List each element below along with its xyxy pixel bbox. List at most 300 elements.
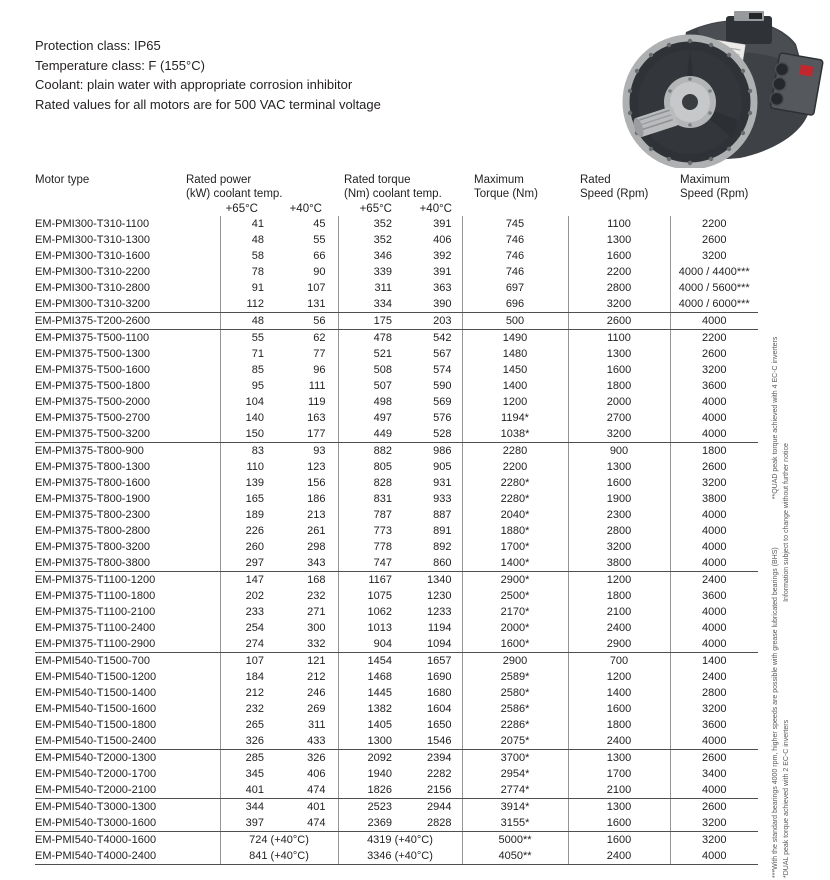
table-cell-rspeed: 1600 <box>568 248 670 264</box>
table-row <box>35 313 758 330</box>
table-cell-rspeed: 1200 <box>568 572 670 589</box>
table-cell-t65: 747 <box>338 555 400 572</box>
protection-class-line: Protection class: IP65 <box>35 38 161 53</box>
table-cell-t65: 787 <box>338 507 400 523</box>
table-cell-rspeed: 1600 <box>568 475 670 491</box>
table-cell-maxt: 2589* <box>462 669 568 685</box>
table-cell-maxt: 2280 <box>462 443 568 460</box>
table-cell-p40: 177 <box>272 426 338 443</box>
table-cell-maxt: 1200 <box>462 394 568 410</box>
table-cell-rspeed: 2800 <box>568 523 670 539</box>
table-cell-maxt: 1480 <box>462 346 568 362</box>
table-cell-p65: 401 <box>220 782 272 799</box>
table-cell-t40: 392 <box>433 250 452 262</box>
table-cell-t65: 2369 <box>338 815 400 832</box>
table-cell-rspeed: 1400 <box>568 685 670 701</box>
table-cell-motor: EM-PMI375-T1100-2100 <box>35 606 156 618</box>
table-row <box>35 507 758 523</box>
table-cell-t40: 1094 <box>400 636 462 653</box>
table-cell-maxt: 5000** <box>462 832 568 849</box>
table-cell-motor: EM-PMI300-T310-3200 <box>35 296 220 313</box>
table-cell-rspeed: 1700 <box>568 766 670 782</box>
table-cell-p65: 85 <box>220 362 272 378</box>
table-cell-mspeed: 3200 <box>670 815 758 832</box>
table-cell-p40: 96 <box>313 364 326 376</box>
table-cell-maxt: 2200 <box>462 459 568 475</box>
motor-spec-table <box>35 173 758 865</box>
table-cell-rspeed: 2700 <box>568 410 670 426</box>
table-row <box>35 426 758 443</box>
table-cell-mspeed: 3800 <box>670 491 758 507</box>
table-cell-t65: 831 <box>338 491 400 507</box>
table-cell-maxt: 1450 <box>462 362 568 378</box>
table-cell-rspeed: 3800 <box>568 555 670 572</box>
table-cell-t40: 1680 <box>427 687 452 699</box>
table-cell-mspeed: 2600 <box>670 799 758 816</box>
table-cell-mspeed: 2200 <box>670 330 758 347</box>
table-cell-mspeed: 4000 <box>670 507 758 523</box>
table-cell-t40: 1340 <box>427 574 452 586</box>
table-cell-p40: 77 <box>313 348 326 360</box>
table-cell-t40: 933 <box>433 493 452 505</box>
table-cell-maxt: 2000* <box>462 620 568 636</box>
table-cell-p40: 298 <box>307 541 326 553</box>
table-cell-rspeed: 900 <box>568 443 670 460</box>
table-cell-t65: 334 <box>338 296 400 313</box>
table-cell-p65: 78 <box>220 264 272 280</box>
table-row <box>35 296 758 313</box>
table-cell-p65: 189 <box>220 507 272 523</box>
table-cell-rspeed: 1300 <box>568 459 670 475</box>
table-cell-maxt: 1700* <box>462 539 568 555</box>
table-cell-mspeed: 4000 / 4400*** <box>670 264 758 280</box>
table-cell-p40: 300 <box>307 622 326 634</box>
footnotes-vertical <box>770 266 792 878</box>
table-cell-mspeed: 4000 <box>670 733 758 750</box>
table-cell-p40: 93 <box>313 445 326 457</box>
table-cell-rspeed: 1600 <box>568 701 670 717</box>
table-cell-motor: EM-PMI540-T2000-1300 <box>35 752 157 764</box>
table-cell-rspeed: 1300 <box>568 232 670 248</box>
table-cell-p40: 474 <box>272 782 338 799</box>
table-cell-motor: EM-PMI540-T4000-2400 <box>35 848 220 865</box>
table-cell-motor: EM-PMI375-T500-1300 <box>35 348 150 360</box>
table-cell-rspeed: 1800 <box>568 717 670 733</box>
table-cell-mspeed: 3200 <box>670 248 758 264</box>
table-cell-maxt: 1400* <box>462 555 568 572</box>
table-cell-motor: EM-PMI540-T1500-700 <box>35 655 150 667</box>
table-cell-mspeed: 4000 <box>670 620 758 636</box>
table-row <box>35 653 758 670</box>
table-cell-t40: 2944 <box>427 801 452 813</box>
table-cell-mspeed: 3200 <box>670 832 758 849</box>
table-cell-motor: EM-PMI300-T310-1100 <box>35 218 150 230</box>
table-cell-motor: EM-PMI540-T2000-2100 <box>35 782 220 799</box>
table-cell-p40: 212 <box>307 671 326 683</box>
table-cell-motor: EM-PMI300-T310-2800 <box>35 282 150 294</box>
motor-photo-illustration <box>598 10 826 168</box>
table-cell-rspeed: 1300 <box>568 750 670 767</box>
table-row <box>35 750 758 767</box>
table-cell-motor: EM-PMI540-T1500-2400 <box>35 733 220 750</box>
table-cell-rspeed: 2400 <box>568 733 670 750</box>
table-cell-maxt: 696 <box>462 296 568 313</box>
table-cell-rspeed: 1600 <box>568 362 670 378</box>
table-cell-t65: 1013 <box>338 620 400 636</box>
table-cell-t40: 391 <box>433 266 452 278</box>
table-cell-p65: 55 <box>220 330 272 347</box>
table-cell-mspeed: 2600 <box>670 459 758 475</box>
table-row <box>35 685 758 701</box>
table-cell-p40: 269 <box>307 703 326 715</box>
table-cell-motor: EM-PMI375-T800-1600 <box>35 477 150 489</box>
table-cell-rspeed: 1100 <box>568 330 670 347</box>
table-row <box>35 362 758 378</box>
table-row <box>35 766 758 782</box>
table-cell-p65: 71 <box>220 346 272 362</box>
table-row <box>35 346 758 362</box>
table-cell-p65: 91 <box>220 280 272 296</box>
table-cell-t40: 905 <box>433 461 452 473</box>
table-cell-t40: 2828 <box>400 815 462 832</box>
table-cell-rspeed: 2300 <box>568 507 670 523</box>
table-row <box>35 459 758 475</box>
table-cell-motor: EM-PMI375-T500-2000 <box>35 396 150 408</box>
table-cell-mspeed: 4000 <box>670 636 758 653</box>
table-cell-t40: 2156 <box>400 782 462 799</box>
table-row <box>35 572 758 589</box>
table-cell-maxt: 3914* <box>462 799 568 816</box>
table-cell-t65: 352 <box>338 216 400 232</box>
table-cell-mspeed: 2600 <box>670 750 758 767</box>
table-cell-motor: EM-PMI375-T1100-2400 <box>35 622 156 634</box>
table-cell-t40: 1657 <box>427 655 452 667</box>
table-cell-maxt: 2286* <box>462 717 568 733</box>
table-cell-rspeed: 2400 <box>568 620 670 636</box>
table-cell-rspeed: 1800 <box>568 588 670 604</box>
coolant-line: Coolant: plain water with appropriate corrosion inhibitor <box>35 77 353 92</box>
table-cell-rspeed: 1100 <box>568 216 670 232</box>
table-cell-p65: 344 <box>220 799 272 816</box>
table-cell-p40: 66 <box>313 250 326 262</box>
table-cell-t40: 569 <box>433 396 452 408</box>
table-cell-mspeed: 4000 <box>670 848 758 865</box>
table-cell-t65: 507 <box>338 378 400 394</box>
table-row <box>35 848 758 865</box>
table-cell-motor: EM-PMI540-T4000-1600 <box>35 834 157 846</box>
table-cell-maxt: 745 <box>462 216 568 232</box>
table-cell-maxt: 4050** <box>462 848 568 865</box>
table-cell-t65: 1300 <box>338 733 400 750</box>
table-cell-maxt: 2954* <box>462 766 568 782</box>
table-cell-p65: 202 <box>220 588 272 604</box>
table-cell-t65: 2092 <box>338 750 400 767</box>
table-cell-mspeed: 4000 / 5600*** <box>670 280 758 296</box>
table-cell-mspeed: 4000 <box>670 539 758 555</box>
table-row <box>35 280 758 296</box>
table-cell-p65: 147 <box>220 572 272 589</box>
table-cell-p40: 156 <box>307 477 326 489</box>
table-cell-t40: 887 <box>433 509 452 521</box>
table-cell-mspeed: 2600 <box>670 346 758 362</box>
table-cell-p65: 326 <box>220 733 272 750</box>
table-row <box>35 539 758 555</box>
footnote-line-2: *DUAL peak torque achieved with 2 EC-C invertersInformation subject to change without further notice <box>783 443 790 878</box>
table-cell-p40: 401 <box>307 801 326 813</box>
table-cell-p40: 90 <box>313 266 326 278</box>
table-cell-motor: EM-PMI540-T1500-1400 <box>35 687 157 699</box>
table-row <box>35 604 758 620</box>
table-cell-p40: 343 <box>272 555 338 572</box>
temperature-class-line: Temperature class: F (155°C) <box>35 57 205 73</box>
table-cell-t40: 1690 <box>427 671 452 683</box>
table-cell-rspeed: 1300 <box>568 346 670 362</box>
table-cell-mspeed: 1800 <box>670 443 758 460</box>
table-cell-mspeed: 3200 <box>670 362 758 378</box>
table-row <box>35 410 758 426</box>
table-cell-p40: 107 <box>307 282 326 294</box>
table-cell-p40: 332 <box>272 636 338 653</box>
table-cell-t65: 1454 <box>338 653 400 670</box>
table-cell-maxt: 1490 <box>462 330 568 347</box>
table-cell-p65: 265 <box>220 717 272 733</box>
table-cell-motor: EM-PMI375-T800-1300 <box>35 461 150 473</box>
table-cell-motor: EM-PMI540-T2000-1700 <box>35 768 157 780</box>
table-cell-t40: 391 <box>433 218 452 230</box>
table-cell-mspeed: 3600 <box>670 717 758 733</box>
table-cell-power2: 724 (+40°C) <box>220 832 338 849</box>
table-cell-rspeed: 1300 <box>568 799 670 816</box>
table-cell-power2: 841 (+40°C) <box>220 848 338 865</box>
table-cell-rspeed: 2900 <box>568 636 670 653</box>
table-cell-p65: 150 <box>220 426 272 443</box>
table-cell-t65: 828 <box>338 475 400 491</box>
table-cell-rspeed: 2400 <box>568 848 670 865</box>
col-header-torque-40: +40°C <box>419 203 452 215</box>
table-cell-t65: 352 <box>338 232 400 248</box>
table-cell-rspeed: 700 <box>568 653 670 670</box>
table-cell-rspeed: 3200 <box>568 296 670 313</box>
table-cell-p65: 83 <box>220 443 272 460</box>
table-cell-p40: 213 <box>307 509 326 521</box>
table-cell-motor: EM-PMI300-T310-1600 <box>35 250 150 262</box>
table-cell-maxt: 746 <box>462 248 568 264</box>
table-row <box>35 394 758 410</box>
table-cell-t65: 1075 <box>338 588 400 604</box>
col-header-power-65: +65°C <box>225 203 258 215</box>
table-cell-p40: 119 <box>307 396 326 408</box>
table-cell-rspeed: 2100 <box>568 604 670 620</box>
table-cell-motor: EM-PMI375-T1100-2900 <box>35 636 220 653</box>
table-cell-t65: 1382 <box>338 701 400 717</box>
table-cell-t40: 2394 <box>427 752 452 764</box>
table-cell-mspeed: 4000 <box>670 313 758 330</box>
footnote-line-1: ***With the standard bearings 4000 rpm, higher speeds are possible with grease lubricated bearings (BHS)**QUAD peak torque achieved with 4 EC-C inverters <box>772 336 779 878</box>
table-cell-mspeed: 4000 <box>670 426 758 443</box>
table-cell-motor: EM-PMI375-T1100-1200 <box>35 574 156 586</box>
table-cell-p40: 55 <box>313 234 326 246</box>
table-cell-mspeed: 4000 <box>670 523 758 539</box>
table-cell-t40: 406 <box>433 234 452 246</box>
table-row <box>35 378 758 394</box>
table-cell-motor: EM-PMI375-T800-2300 <box>35 509 150 521</box>
table-cell-t65: 1826 <box>338 782 400 799</box>
table-cell-p40: 311 <box>307 719 326 731</box>
table-row <box>35 832 758 849</box>
table-cell-p40: 326 <box>307 752 326 764</box>
table-row <box>35 799 758 816</box>
table-cell-motor: EM-PMI375-T800-2800 <box>35 525 150 537</box>
table-cell-p65: 254 <box>220 620 272 636</box>
table-cell-p65: 165 <box>220 491 272 507</box>
table-cell-t65: 1445 <box>338 685 400 701</box>
table-cell-mspeed: 4000 <box>670 410 758 426</box>
table-cell-t65: 1468 <box>338 669 400 685</box>
table-cell-t40: 892 <box>433 541 452 553</box>
table-row <box>35 330 758 347</box>
table-cell-mspeed: 4000 <box>670 394 758 410</box>
table-cell-p65: 48 <box>220 313 272 330</box>
table-cell-rspeed: 2000 <box>568 394 670 410</box>
table-cell-p65: 112 <box>220 296 272 313</box>
table-header <box>35 173 758 216</box>
table-cell-p40: 131 <box>272 296 338 313</box>
table-cell-mspeed: 2800 <box>670 685 758 701</box>
table-cell-p65: 212 <box>220 685 272 701</box>
table-cell-t65: 498 <box>338 394 400 410</box>
table-cell-maxt: 3700* <box>462 750 568 767</box>
table-cell-p40: 474 <box>272 815 338 832</box>
table-row <box>35 216 758 232</box>
table-cell-maxt: 746 <box>462 264 568 280</box>
table-cell-p65: 95 <box>220 378 272 394</box>
col-header-max-torque: Maximum Torque (Nm) <box>474 174 538 200</box>
table-cell-maxt: 3155* <box>462 815 568 832</box>
table-cell-maxt: 500 <box>462 313 568 330</box>
table-row <box>35 491 758 507</box>
table-cell-t40: 574 <box>433 364 452 376</box>
table-cell-t40: 1194 <box>427 622 452 634</box>
table-cell-t40: 860 <box>400 555 462 572</box>
table-row <box>35 264 758 280</box>
table-cell-t40: 1233 <box>427 606 452 618</box>
table-row <box>35 782 758 799</box>
table-cell-motor: EM-PMI375-T500-3200 <box>35 426 220 443</box>
table-cell-maxt: 2040* <box>462 507 568 523</box>
col-header-rated-power: Rated power <box>186 174 252 186</box>
table-cell-motor: EM-PMI375-T800-3200 <box>35 541 150 553</box>
table-cell-t40: 542 <box>433 332 452 344</box>
table-cell-maxt: 2280* <box>462 475 568 491</box>
table-cell-p40: 186 <box>307 493 326 505</box>
table-cell-motor: EM-PMI375-T800-1900 <box>35 493 150 505</box>
table-cell-t65: 904 <box>338 636 400 653</box>
table-cell-motor: EM-PMI540-T3000-1600 <box>35 815 220 832</box>
table-row <box>35 555 758 572</box>
table-cell-t65: 805 <box>338 459 400 475</box>
col-header-rated-speed: Rated Speed (Rpm) <box>580 174 649 200</box>
table-cell-t65: 175 <box>338 313 400 330</box>
table-cell-motor: EM-PMI375-T800-900 <box>35 445 144 457</box>
table-cell-t40: 1230 <box>427 590 452 602</box>
table-cell-p40: 246 <box>307 687 326 699</box>
table-cell-torque2: 4319 (+40°C) <box>338 832 462 849</box>
table-cell-t40: 576 <box>433 412 452 424</box>
table-cell-p65: 345 <box>220 766 272 782</box>
col-subheader-torque-unit: (Nm) coolant temp. <box>344 188 442 200</box>
col-header-torque-65: +65°C <box>359 203 392 215</box>
table-row <box>35 248 758 264</box>
table-row <box>35 588 758 604</box>
table-row <box>35 620 758 636</box>
table-cell-t40: 986 <box>433 445 452 457</box>
table-cell-p65: 297 <box>220 555 272 572</box>
table-cell-motor: EM-PMI540-T1500-1800 <box>35 719 157 731</box>
table-cell-motor: EM-PMI375-T1100-1800 <box>35 590 156 602</box>
table-cell-p40: 406 <box>307 768 326 780</box>
table-cell-t40: 390 <box>400 296 462 313</box>
table-cell-t65: 449 <box>338 426 400 443</box>
table-cell-t65: 508 <box>338 362 400 378</box>
table-cell-p65: 260 <box>220 539 272 555</box>
table-cell-p40: 168 <box>307 574 326 586</box>
table-cell-mspeed: 3200 <box>670 701 758 717</box>
table-cell-p40: 271 <box>307 606 326 618</box>
table-cell-t65: 1062 <box>338 604 400 620</box>
table-row <box>35 669 758 685</box>
table-cell-p40: 111 <box>308 380 326 392</box>
table-cell-t40: 567 <box>433 348 452 360</box>
table-cell-p40: 45 <box>313 218 326 230</box>
table-cell-t40: 203 <box>400 313 462 330</box>
table-row <box>35 717 758 733</box>
table-cell-rspeed: 2600 <box>568 313 670 330</box>
table-cell-mspeed: 3400 <box>670 766 758 782</box>
table-cell-maxt: 746 <box>462 232 568 248</box>
col-header-rated-torque: Rated torque <box>344 174 411 186</box>
table-row <box>35 443 758 460</box>
table-cell-p65: 285 <box>220 750 272 767</box>
table-cell-p40: 56 <box>272 313 338 330</box>
table-cell-t65: 773 <box>338 523 400 539</box>
table-cell-maxt: 2170* <box>462 604 568 620</box>
table-cell-maxt: 1194* <box>462 410 568 426</box>
table-row <box>35 733 758 750</box>
table-row <box>35 232 758 248</box>
table-cell-maxt: 2586* <box>462 701 568 717</box>
table-cell-t40: 2282 <box>427 768 452 780</box>
table-cell-t65: 497 <box>338 410 400 426</box>
table-cell-t65: 2523 <box>338 799 400 816</box>
table-cell-t65: 1940 <box>338 766 400 782</box>
table-row <box>35 475 758 491</box>
table-cell-p65: 110 <box>220 459 272 475</box>
table-cell-t40: 891 <box>433 525 452 537</box>
table-cell-t40: 931 <box>433 477 452 489</box>
table-cell-p65: 104 <box>220 394 272 410</box>
table-cell-maxt: 2280* <box>462 491 568 507</box>
table-cell-p65: 58 <box>220 248 272 264</box>
table-cell-maxt: 2900 <box>462 653 568 670</box>
table-cell-mspeed: 4000 / 6000*** <box>670 296 758 313</box>
col-subheader-power-unit: (kW) coolant temp. <box>186 188 283 200</box>
table-cell-t65: 521 <box>338 346 400 362</box>
table-cell-motor: EM-PMI375-T500-1100 <box>35 332 150 344</box>
table-cell-t40: 1546 <box>400 733 462 750</box>
table-cell-rspeed: 3200 <box>568 539 670 555</box>
table-cell-rspeed: 2100 <box>568 782 670 799</box>
table-cell-t40: 590 <box>433 380 452 392</box>
